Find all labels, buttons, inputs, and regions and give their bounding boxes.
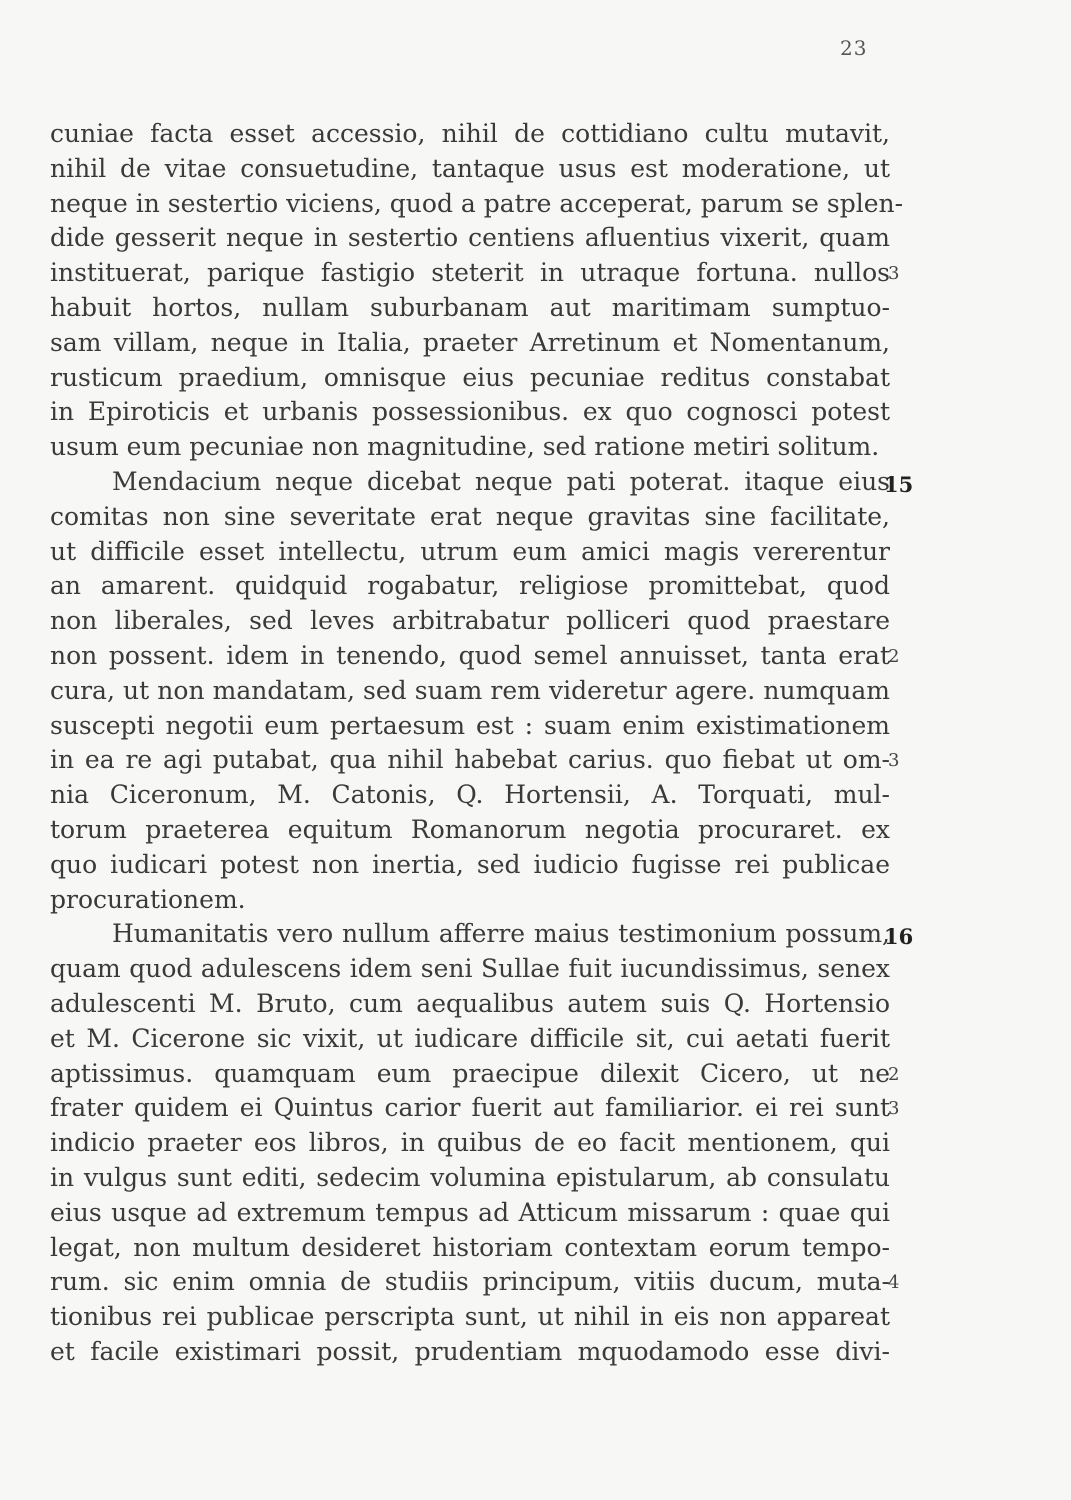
text-line: et M. Cicerone sic vixit, ut iudicare difficile sit, cui aetati fuerit [50,1023,890,1053]
text-line: in vulgus sunt editi, sedecim volumina epistularum, ab consulatu [50,1163,890,1192]
text-line: in Epiroticis et urbanis possessionibus. ex quo cognosci potest [50,397,890,427]
margin-section-number: 4 [888,1272,900,1294]
text-line: suscepti negotii eum pertaesum est : suam enim existimationem [50,710,890,740]
text-line: rum. sic enim omnia de studiis principum, vitiis ducum, muta- [50,1267,890,1297]
text-line: procurationem. [50,884,246,914]
margin-section-number: 15 [884,472,914,497]
text-line: ut difficile esset intellectu, utrum eum amici magis vererentur [50,536,890,566]
text-line: legat, non multum desideret historiam contextam eorum tempo- [50,1232,890,1262]
margin-section-number: 2 [888,1063,900,1085]
text-line: aptissimus. quamquam eum praecipue dilexit Cicero, ut ne [50,1058,890,1088]
text-line: comitas non sine severitate erat neque gravitas sine facilitate, [50,501,890,531]
text-line: quo iudicari potest non inertia, sed iudicio fugisse rei publicae [50,849,890,879]
text-line: torum praeterea equitum Romanorum negotia procuraret. ex [50,815,890,844]
text-line: nihil de vitae consuetudine, tantaque usus est moderatione, ut [50,153,890,183]
text-line: neque in sestertio viciens, quod a patre acceperat, parum se splen- [50,188,904,218]
margin-section-number: 16 [884,924,914,950]
text-line: non liberales, sed leves arbitrabatur polliceri quod praestare [50,606,890,636]
text-line: nia Ciceronum, M. Catonis, Q. Hortensii, A. Torquati, mul- [50,780,890,810]
margin-section-number: 3 [888,750,900,772]
text-line: rusticum praedium, omnisque eius pecuniae reditus constabat [50,362,890,392]
text-line: dide gesserit neque in sestertio centiens afluentius vixerit, quam [50,223,890,253]
text-line: tionibus rei publicae perscripta sunt, ut nihil in eis non appareat [50,1302,890,1332]
margin-section-number: 3 [888,263,900,285]
text-line: an amarent. quidquid rogabatur, religiose promittebat, quod [50,571,890,601]
text-line: eius usque ad extremum tempus ad Atticum missarum : quae qui [50,1197,890,1227]
text-line: indicio praeter eos libros, in quibus de eo facit mentionem, qui [50,1128,890,1158]
text-line: in ea re agi putabat, qua nihil habebat carius. quo fiebat ut om- [50,745,890,775]
text-line: sam villam, neque in Italia, praeter Arretinum et Nomentanum, [50,327,890,357]
text-line: usum eum pecuniae non magnitudine, sed ratione metiri solitum. [50,432,880,462]
text-line: cura, ut non mandatam, sed suam rem videretur agere. numquam [50,675,890,705]
text-line: habuit hortos, nullam suburbanam aut maritimam sumptuo- [50,293,890,322]
page-number: 23 [840,36,868,60]
text-line: Humanitatis vero nullum afferre maius testimonium possum, [112,919,890,949]
text-line: frater quidem ei Quintus carior fuerit aut familiarior. ei rei sunt [50,1093,890,1123]
text-line: instituerat, parique fastigio steterit in utraque fortuna. nullos [50,258,890,288]
text-line: et facile existimari possit, prudentiam mquodamodo esse divi- [50,1337,890,1366]
text-line: cuniae facta esset accessio, nihil de cottidiano cultu mutavit, [50,119,890,148]
text-line: non possent. idem in tenendo, quod semel annuisset, tanta erat [50,641,890,670]
text-line: Mendacium neque dicebat neque pati poterat. itaque eius [112,467,890,496]
margin-section-number: 2 [888,646,900,667]
text-line: quam quod adulescens idem seni Sullae fuit iucundissimus, senex [50,954,890,984]
text-line: adulescenti M. Bruto, cum aequalibus autem suis Q. Hortensio [50,989,890,1018]
margin-section-number: 3 [888,1098,900,1120]
